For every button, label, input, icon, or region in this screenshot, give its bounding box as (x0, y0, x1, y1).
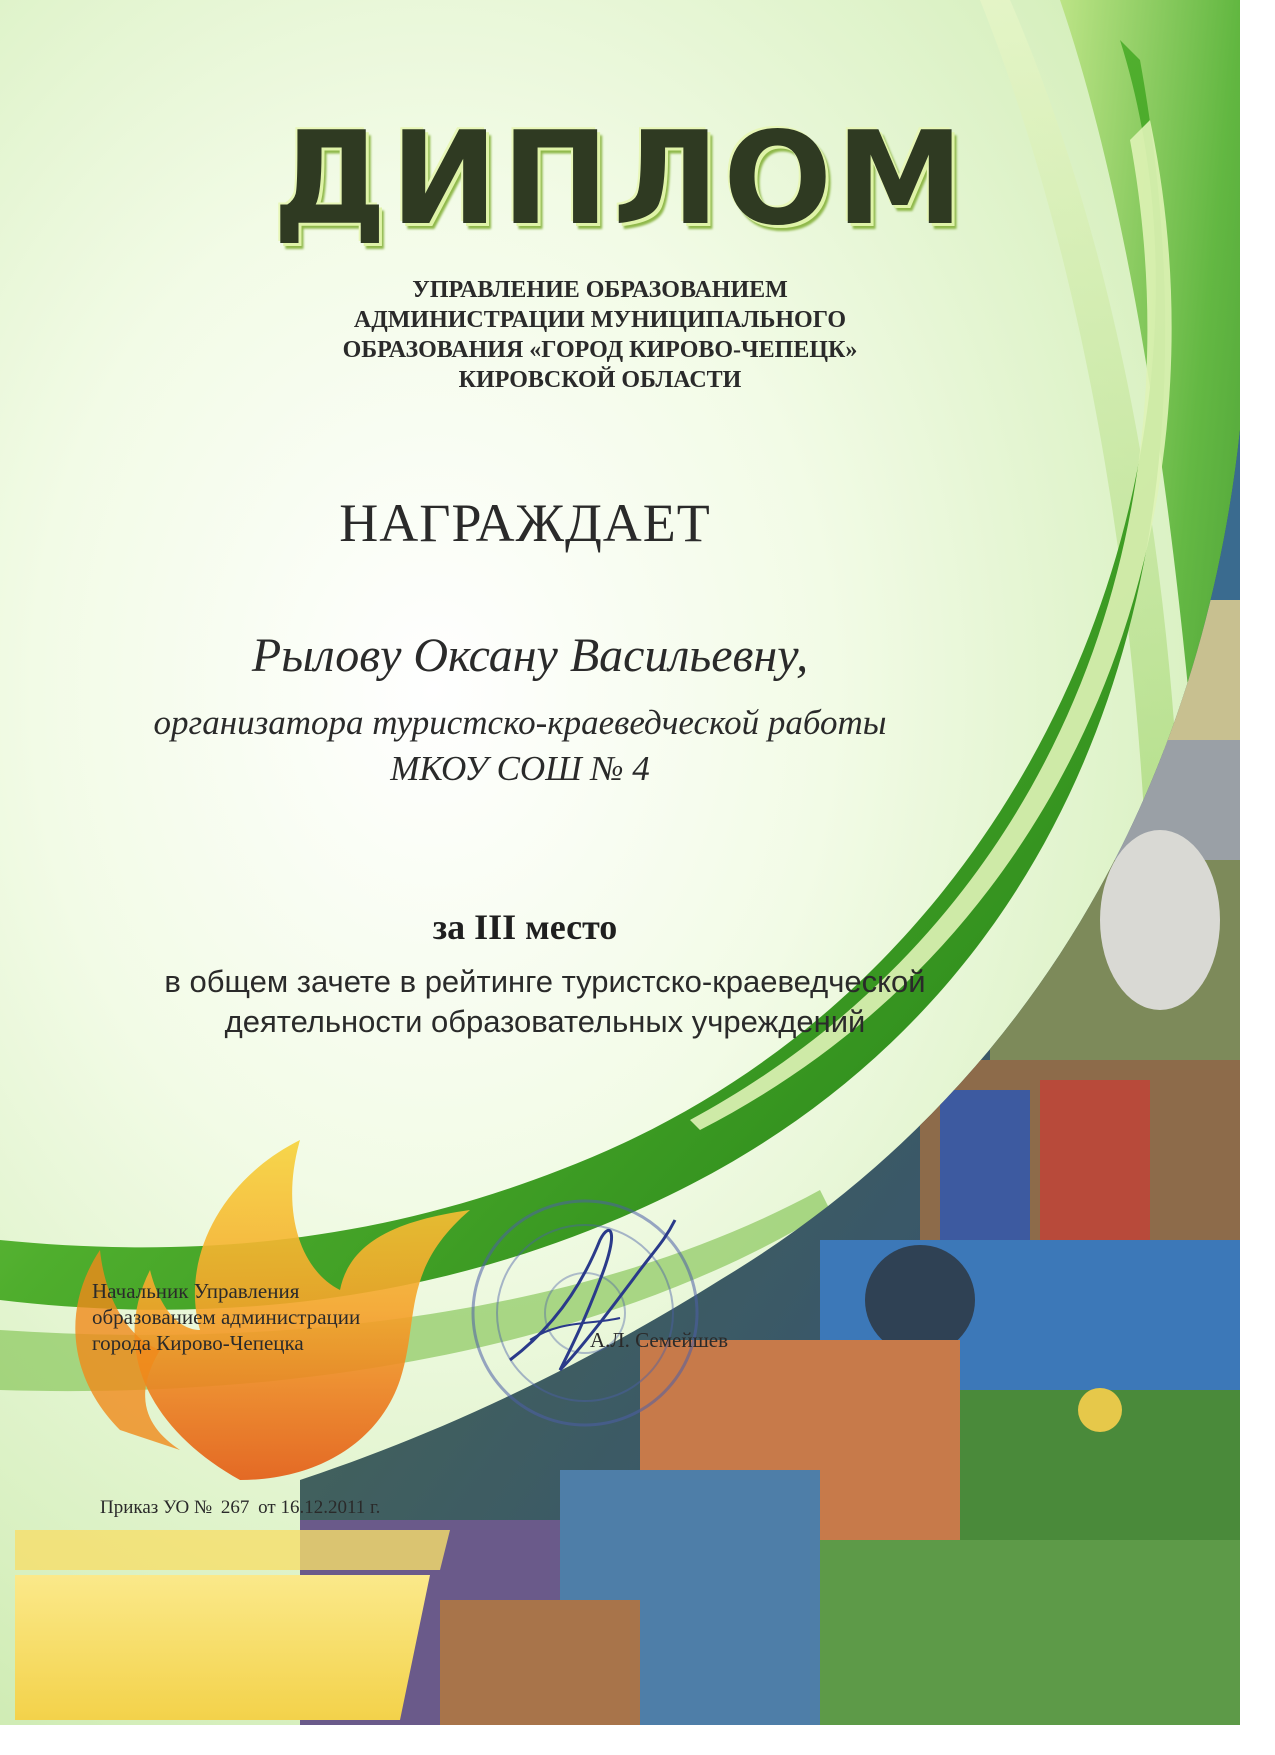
handwritten-signature (490, 1200, 690, 1400)
reason-line: в общем зачете в рейтинге туристско-краеведческой (164, 964, 926, 999)
recipient-name: Рылову Оксану Васильевну, (251, 629, 809, 682)
recipient-position (40, 700, 1000, 792)
awards-heading: НАГРАЖДАЕТ (339, 493, 711, 553)
order-number: 267 (220, 1497, 250, 1518)
signatory-title-line: города Кирово-Чепецка (92, 1331, 304, 1355)
order-date: от 16.12.2011 г. (258, 1497, 381, 1518)
signatory-name: А.Л. Семейшев (590, 1328, 728, 1352)
position-line: МКОУ СОШ № 4 (390, 749, 650, 788)
award-place: за III место (432, 907, 618, 947)
issuer-line: АДМИНИСТРАЦИИ МУНИЦИПАЛЬНОГО (353, 307, 847, 333)
issuer-line: ОБРАЗОВАНИЯ «ГОРОД КИРОВО-ЧЕПЕЦК» (342, 337, 858, 363)
signatory-title-line: образованием администрации (92, 1305, 361, 1329)
order-label: Приказ УО № (100, 1497, 213, 1518)
signatory-title (92, 1278, 452, 1356)
issuer-block (150, 275, 1050, 395)
signatory-title-line: Начальник Управления (92, 1279, 300, 1303)
diploma-title: ДИПЛОМ (272, 105, 968, 254)
issuer-line: УПРАВЛЕНИЕ ОБРАЗОВАНИЕМ (412, 277, 788, 303)
award-reason (40, 962, 1050, 1042)
reason-line: деятельности образовательных учреждений (224, 1004, 866, 1039)
order-reference (100, 1497, 384, 1519)
torch-cup-icon (15, 1575, 430, 1720)
flame-icon (0, 1100, 520, 1725)
issuer-line: КИРОВСКОЙ ОБЛАСТИ (458, 367, 742, 393)
position-line: организатора туристско-краеведческой работы (153, 703, 887, 742)
